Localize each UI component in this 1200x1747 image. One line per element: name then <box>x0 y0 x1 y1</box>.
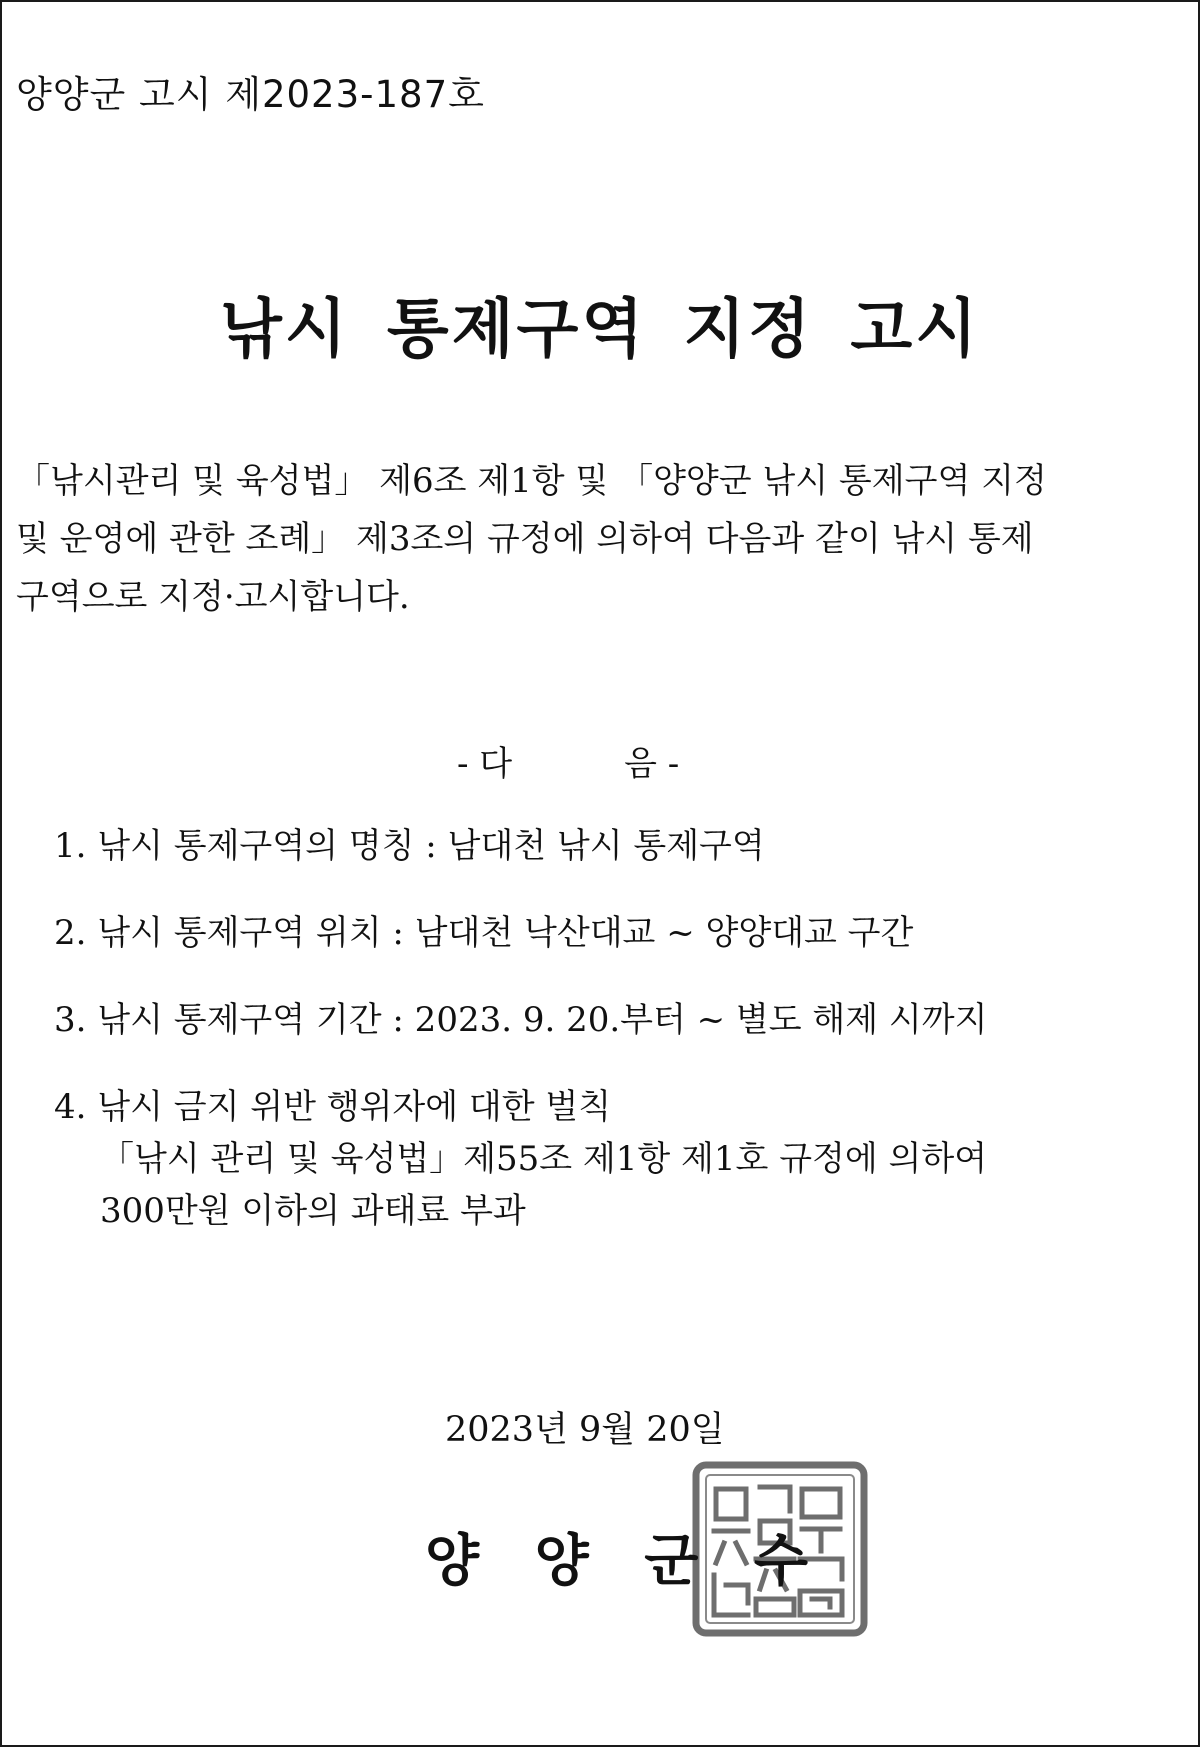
notice-item-text: 1. 낚시 통제구역의 명칭 : 남대천 낚시 통제구역 <box>54 826 765 866</box>
notice-item-text: 4. 낚시 금지 위반 행위자에 대한 벌칙 <box>54 1087 612 1127</box>
issuer-char: 수 <box>753 1529 808 1594</box>
section-heading <box>457 736 679 785</box>
notice-item-subline: 「낚시 관리 및 육성법」제55조 제1항 제1호 규정에 의하여 <box>100 1139 988 1179</box>
notice-item-text: 3. 낚시 통제구역 기간 : 2023. 9. 20.부터 ~ 별도 해제 시까지 <box>54 1000 988 1040</box>
notice-item <box>54 1081 987 1237</box>
preamble-line: 및 운영에 관한 조례」 제3조의 규정에 의하여 다음과 같이 낚시 통제 <box>16 519 1034 559</box>
notice-item <box>54 820 987 872</box>
notice-item-text: 2. 낚시 통제구역 위치 : 남대천 낙산대교 ~ 양양대교 구간 <box>54 913 914 953</box>
section-heading-left: - 다 <box>457 744 513 784</box>
notice-item <box>54 994 987 1046</box>
issuer-char: 군 <box>644 1529 699 1594</box>
issuer-name <box>425 1517 844 1597</box>
notice-number: 양양군 고시 제2023-187호 <box>16 73 485 116</box>
preamble-paragraph <box>16 452 1047 626</box>
preamble-line: 구역으로 지정·고시합니다. <box>16 577 410 617</box>
issuer-char: 양 <box>534 1529 589 1594</box>
section-heading-right: 음 - <box>624 744 680 784</box>
notice-items <box>54 820 987 1272</box>
issuer-char: 양 <box>425 1529 480 1594</box>
document-title: 낚시 통제구역 지정 고시 <box>219 293 981 367</box>
issue-date: 2023년 9월 20일 <box>445 1410 725 1450</box>
notice-item <box>54 907 987 959</box>
preamble-line: 「낚시관리 및 육성법」 제6조 제1항 및 「양양군 낚시 통제구역 지정 <box>16 461 1047 501</box>
notice-item-subline: 300만원 이하의 과태료 부과 <box>100 1191 526 1231</box>
